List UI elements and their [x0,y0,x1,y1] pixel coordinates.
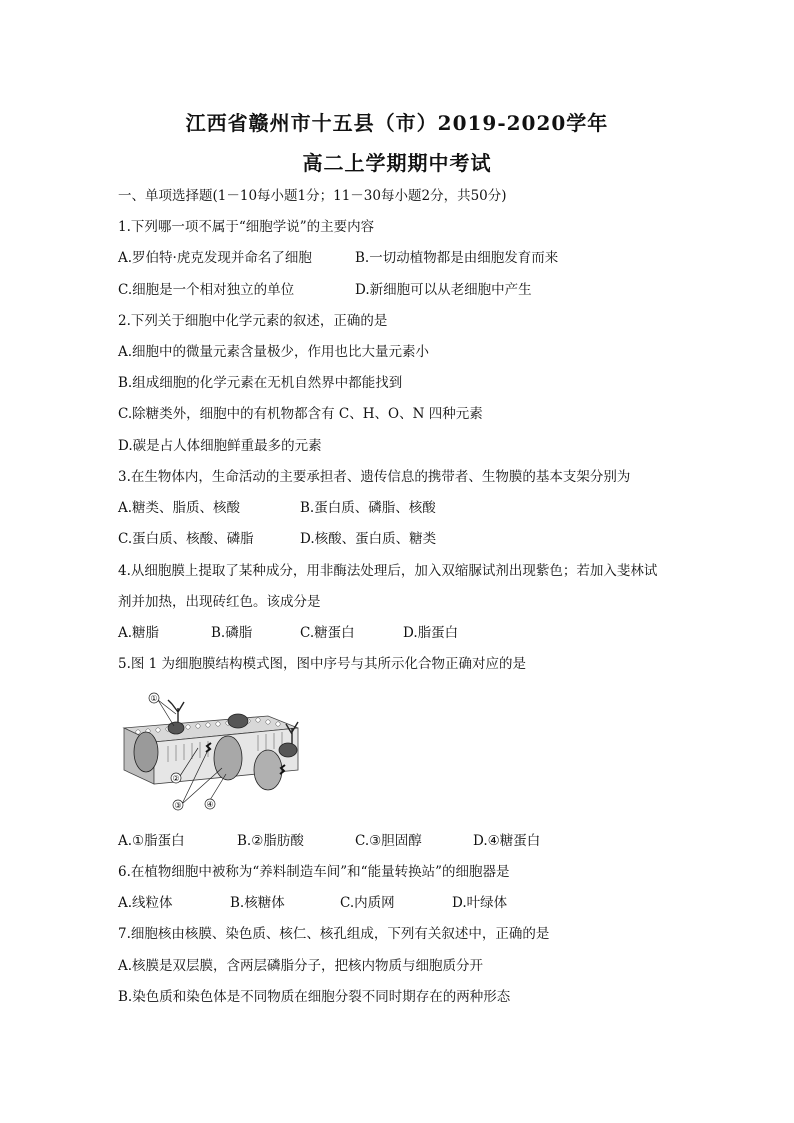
q1-option-b: B.一切动植物都是由细胞发育而来 [355,250,559,266]
q4-stem-line1: 4.从细胞膜上提取了某种成分，用非酶法处理后，加入双缩脲试剂出现紫色；若加入斐林试 [118,563,658,579]
figure-label-1: ① [150,694,158,703]
q1-option-d: D.新细胞可以从老细胞中产生 [355,282,532,298]
q5-option-b: B.②脂肪酸 [237,833,304,849]
q6-stem: 6.在植物细胞中被称为“养料制造车间”和“能量转换站”的细胞器是 [118,864,510,880]
q7-option-b: B.染色质和染色体是不同物质在细胞分裂不同时期存在的两种形态 [118,989,511,1005]
q6-option-d: D.叶绿体 [452,895,508,911]
q3-option-d: D.核酸、蛋白质、糖类 [300,531,437,547]
q3-option-b: B.蛋白质、磷脂、核酸 [300,500,436,516]
q5-option-c: C.③胆固醇 [355,833,422,849]
q2-option-a: A.细胞中的微量元素含量极少，作用也比大量元素小 [118,344,430,360]
q7-option-a: A.核膜是双层膜，含两层磷脂分子，把核内物质与细胞质分开 [118,958,484,974]
q6-option-a: A.线粒体 [118,895,173,911]
q2-stem: 2.下列关于细胞中化学元素的叙述，正确的是 [118,313,388,329]
figure-label-4: ④ [206,800,214,809]
cell-membrane-figure [118,688,304,812]
q6-option-c: C.内质网 [340,895,395,911]
q1-option-a: A.罗伯特·虎克发现并命名了细胞 [118,250,312,266]
q1-stem: 1.下列哪一项不属于“细胞学说”的主要内容 [118,219,375,235]
q2-option-d: D.碳是占人体细胞鲜重最多的元素 [118,438,322,454]
q4-stem-line2: 剂并加热，出现砖红色。该成分是 [118,594,321,610]
q4-option-d: D.脂蛋白 [403,625,459,641]
document-title-line1: 江西省赣州市十五县（市）2019-2020学年 [185,111,609,135]
q2-option-b: B.组成细胞的化学元素在无机自然界中都能找到 [118,375,403,391]
q4-option-b: B.磷脂 [211,625,253,641]
q3-stem: 3.在生物体内，生命活动的主要承担者、遗传信息的携带者、生物膜的基本支架分别为 [118,469,631,485]
q4-option-c: C.糖蛋白 [300,625,355,641]
q3-option-c: C.蛋白质、核酸、磷脂 [118,531,254,547]
q1-option-c: C.细胞是一个相对独立的单位 [118,282,295,298]
q6-option-b: B.核糖体 [230,895,285,911]
cell-membrane-diagram [118,688,304,812]
q5-option-a: A.①脂蛋白 [118,833,185,849]
q3-option-a: A.糖类、脂质、核酸 [118,500,241,516]
figure-label-2: ② [172,774,180,783]
figure-label-3: ③ [174,801,182,810]
q5-option-d: D.④糖蛋白 [473,833,541,849]
q4-option-a: A.糖脂 [118,625,160,641]
q7-stem: 7.细胞核由核膜、染色质、核仁、核孔组成，下列有关叙述中，正确的是 [118,926,550,942]
document-title-line2: 高二上学期期中考试 [302,151,492,175]
section-heading: 一、单项选择题(1－10每小题1分；11－30每小题2分，共50分) [118,188,507,204]
q5-stem: 5.图 1 为细胞膜结构模式图，图中序号与其所示化合物正确对应的是 [118,656,527,672]
q2-option-c: C.除糖类外，细胞中的有机物都含有 C、H、O、N 四种元素 [118,406,483,422]
